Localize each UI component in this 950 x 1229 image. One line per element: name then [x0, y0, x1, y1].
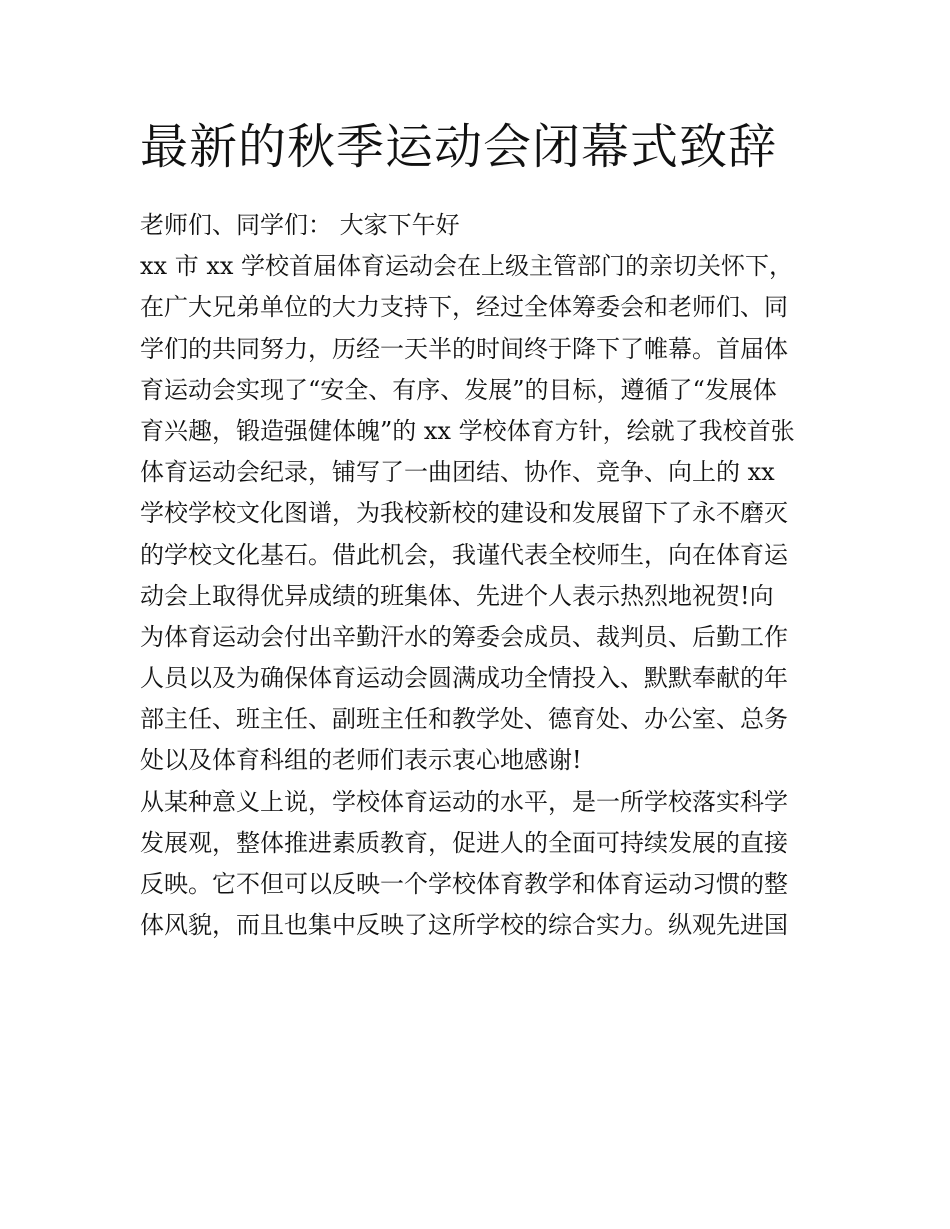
line-text: 动会上取得优异成绩的班集体、先进个人表示热烈地祝贺!向 [140, 581, 774, 610]
body-text-line [140, 329, 820, 370]
body-text-line [140, 823, 820, 864]
line-text: 的学校文化基石。借此机会，我谨代表全校师生，向在体育运 [140, 540, 788, 569]
body-text-line [140, 287, 820, 328]
body-text-line [140, 535, 820, 576]
line-text: 体风貌，而且也集中反映了这所学校的综合实力。纵观先进国 [140, 911, 788, 940]
line-text: 老师们、同学们： 大家下午好 [140, 211, 460, 239]
body-text-line [140, 905, 820, 946]
line-text: 反映。它不但可以反映一个学校体育教学和体育运动习惯的整 [140, 870, 788, 898]
document-body [140, 205, 820, 946]
line-text: xx 市 xx 学校首届体育运动会在上级主管部门的亲切关怀下， [140, 252, 794, 281]
line-text: 学们的共同努力，历经一天半的时间终于降下了帷幕。首届体 [140, 334, 788, 363]
body-text-line [140, 617, 820, 658]
body-text-line [140, 740, 820, 781]
line-text: 在广大兄弟单位的大力支持下，经过全体筹委会和老师们、同 [140, 293, 788, 322]
line-text: 育运动会实现了“安全、有序、发展”的目标，遵循了“发展体 [140, 375, 777, 404]
body-text-line [140, 411, 820, 452]
body-text-line [140, 658, 820, 699]
line-text: 为体育运动会付出辛勤汗水的筹委会成员、裁判员、后勤工作 [140, 622, 788, 651]
line-text: 学校学校文化图谱，为我校新校的建设和发展留下了永不磨灭 [140, 499, 788, 528]
body-text-line [140, 782, 820, 823]
line-text: 从某种意义上说，学校体育运动的水平，是一所学校落实科学 [140, 787, 788, 816]
salutation-line [140, 205, 820, 246]
line-text: 发展观，整体推进素质教育，促进人的全面可持续发展的直接 [140, 828, 788, 857]
line-text: 体育运动会纪录，铺写了一曲团结、协作、竞争、向上的 xx [140, 458, 775, 487]
document-title: 最新的秋季运动会闭幕式致辞 [140, 119, 778, 175]
body-text-line [140, 576, 820, 617]
line-text: 处以及体育科组的老师们表示衷心地感谢! [140, 746, 582, 775]
body-text-line [140, 493, 820, 534]
body-text-line [140, 699, 820, 740]
body-text-line [140, 452, 820, 493]
line-text: 部主任、班主任、副班主任和教学处、德育处、办公室、总务 [140, 705, 788, 734]
line-text: 育兴趣，锻造强健体魄”的 xx 学校体育方针，绘就了我校首张 [140, 416, 795, 445]
body-text-line [140, 246, 820, 287]
body-text-line [140, 370, 820, 411]
line-text: 人员以及为确保体育运动会圆满成功全情投入、默默奉献的年 [140, 664, 788, 693]
body-text-line [140, 864, 820, 905]
